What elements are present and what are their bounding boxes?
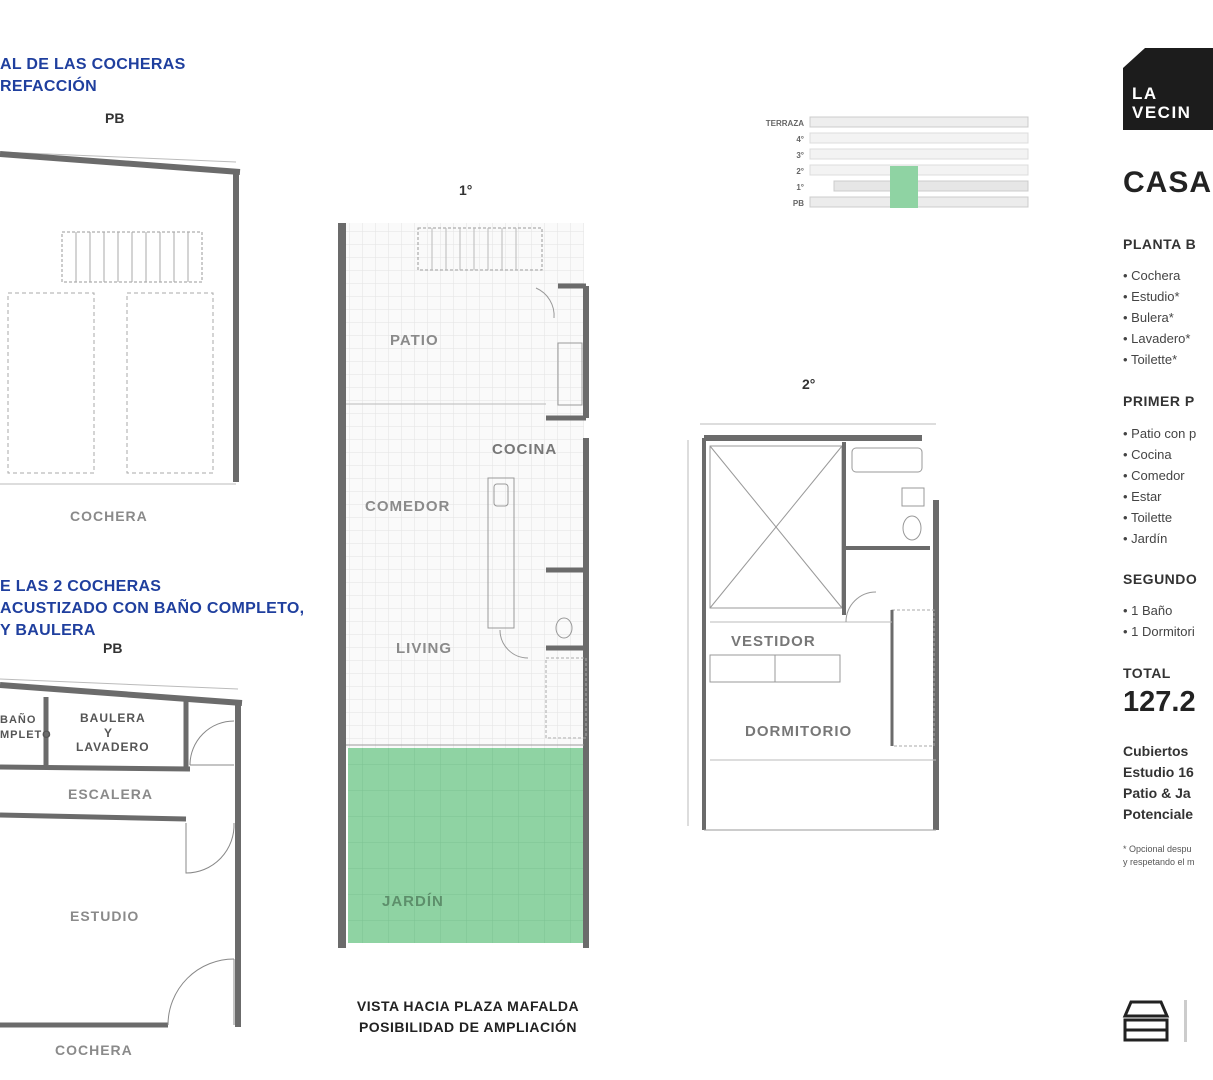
bottom-cochera-label: COCHERA bbox=[55, 1042, 133, 1058]
first-floor-plan bbox=[336, 218, 596, 958]
dormitorio-label: DORMITORIO bbox=[745, 723, 853, 740]
elevation-floor-3: 3° bbox=[796, 151, 804, 160]
second-floor-level: 2° bbox=[802, 376, 816, 392]
total-label: TOTAL bbox=[1123, 665, 1171, 681]
jardin-label: JARDÍN bbox=[382, 893, 444, 910]
list-item: • Lavadero* bbox=[1123, 328, 1190, 349]
bottom-title-line2: ACUSTIZADO CON BAÑO COMPLETO, bbox=[0, 600, 305, 617]
caption-line2: POSIBILIDAD DE AMPLIACIÓN bbox=[358, 1019, 578, 1035]
caption-line1: VISTA HACIA PLAZA MAFALDA bbox=[356, 998, 580, 1014]
top-title-line1: AL DE LAS COCHERAS bbox=[0, 56, 186, 73]
estudio-label: ESTUDIO bbox=[70, 908, 140, 924]
baulera-label-2: Y bbox=[104, 726, 114, 740]
garage-plan-top bbox=[0, 140, 260, 490]
elevation-floor-1: 1° bbox=[796, 183, 804, 192]
list-item: • 1 Dormitori bbox=[1123, 621, 1195, 642]
logo-text-line1: LA bbox=[1132, 84, 1158, 103]
list-item: • Estudio* bbox=[1123, 286, 1190, 307]
patio-label: PATIO bbox=[390, 332, 439, 349]
sidebar-title: CASA bbox=[1123, 166, 1213, 199]
house-box-icon bbox=[1123, 998, 1169, 1049]
elevation-floor-2: 2° bbox=[796, 167, 804, 176]
primer-piso-list bbox=[1123, 423, 1196, 549]
logo-text-line2: VECIN bbox=[1132, 103, 1192, 122]
top-level-label: PB bbox=[105, 110, 125, 126]
list-item: • Estar bbox=[1123, 486, 1196, 507]
elevation-floor-labels bbox=[752, 116, 804, 212]
bottom-title-line1: E LAS 2 COCHERAS bbox=[0, 578, 162, 595]
elevation-floor-terraza: TERRAZA bbox=[765, 119, 804, 128]
baulera-label-1: BAULERA bbox=[80, 711, 146, 725]
bano-label-1: BAÑO bbox=[0, 714, 37, 726]
segundo-header: SEGUNDO bbox=[1123, 571, 1198, 587]
elevation-floor-pb: PB bbox=[792, 199, 804, 208]
second-floor-plan bbox=[686, 410, 946, 880]
note-line2: y respetando el m bbox=[1123, 857, 1195, 867]
planta-baja-list bbox=[1123, 265, 1190, 370]
list-item: • Toilette* bbox=[1123, 349, 1190, 370]
living-label: LIVING bbox=[396, 640, 453, 657]
patio-text: Patio & Ja bbox=[1123, 785, 1191, 801]
elevation-floor-4: 4° bbox=[796, 135, 804, 144]
list-item: • Patio con p bbox=[1123, 423, 1196, 444]
bottom-level-label: PB bbox=[103, 640, 123, 656]
brand-logo bbox=[1123, 48, 1200, 130]
planta-baja-header: PLANTA B bbox=[1123, 236, 1197, 252]
elevation-highlight bbox=[890, 166, 918, 208]
top-cochera-label: COCHERA bbox=[70, 508, 148, 524]
vestidor-label: VESTIDOR bbox=[731, 633, 816, 650]
segundo-list bbox=[1123, 600, 1195, 642]
comedor-label: COMEDOR bbox=[365, 498, 451, 515]
bottom-title-line3: Y BAULERA bbox=[0, 622, 96, 639]
estudio-text: Estudio 16 bbox=[1123, 764, 1194, 780]
cubiertos-text: Cubiertos bbox=[1123, 743, 1189, 759]
list-item: • Cochera bbox=[1123, 265, 1190, 286]
top-title-line2: REFACCIÓN bbox=[0, 78, 97, 95]
list-item: • Cocina bbox=[1123, 444, 1196, 465]
escalera-label: ESCALERA bbox=[68, 786, 154, 802]
list-item: • 1 Baño bbox=[1123, 600, 1195, 621]
primer-piso-header: PRIMER P bbox=[1123, 393, 1195, 409]
potenciales-text: Potenciale bbox=[1123, 806, 1194, 822]
divider bbox=[1184, 1000, 1187, 1042]
total-value: 127.2 bbox=[1123, 686, 1196, 718]
list-item: • Bulera* bbox=[1123, 307, 1190, 328]
list-item: • Toilette bbox=[1123, 507, 1196, 528]
cocina-label: COCINA bbox=[492, 441, 558, 458]
bano-label-2: MPLETO bbox=[0, 729, 52, 741]
list-item: • Comedor bbox=[1123, 465, 1196, 486]
first-floor-level: 1° bbox=[459, 182, 473, 198]
list-item: • Jardín bbox=[1123, 528, 1196, 549]
baulera-label-3: LAVADERO bbox=[76, 740, 150, 754]
note-line1: * Opcional despu bbox=[1123, 844, 1192, 854]
